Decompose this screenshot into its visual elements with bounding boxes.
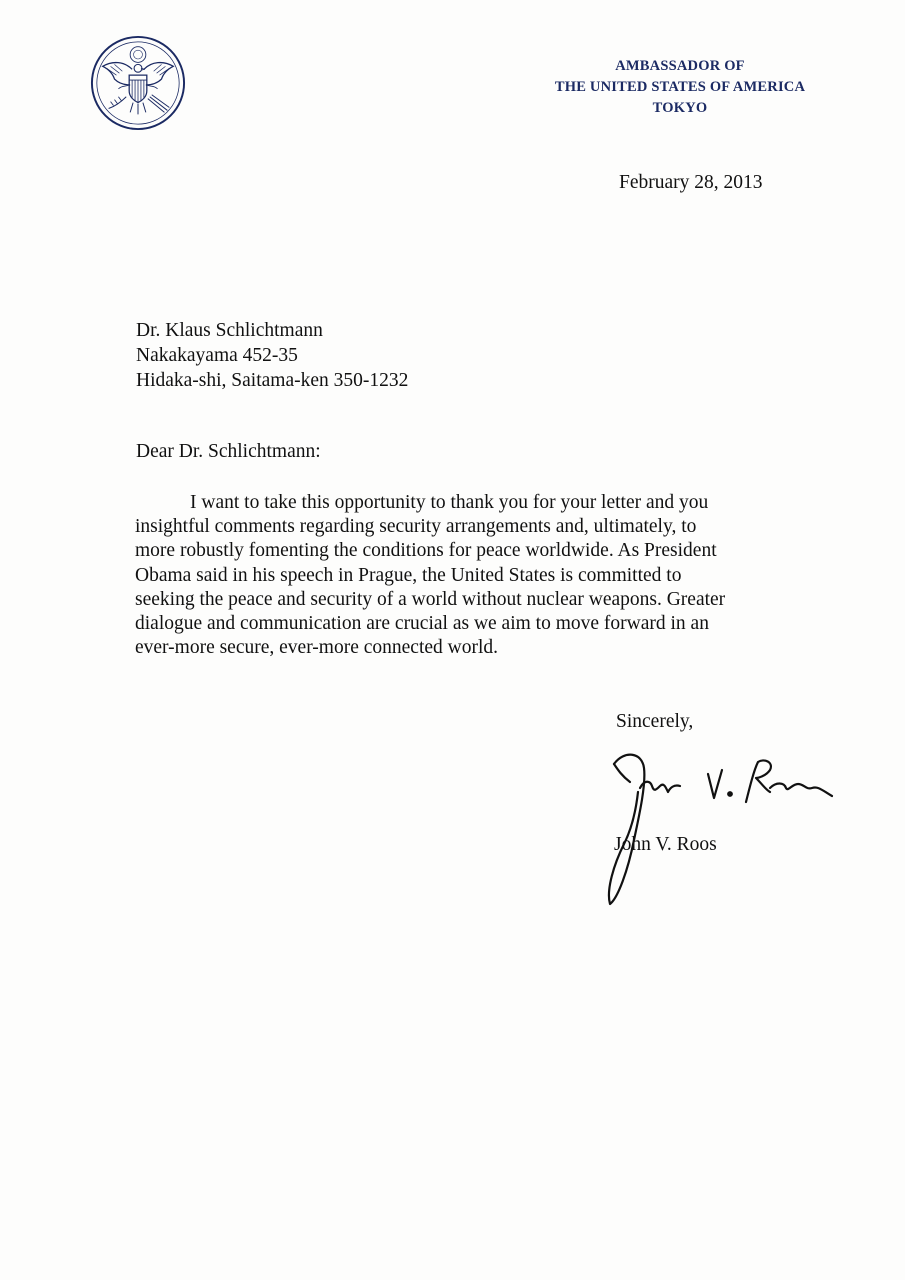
letterhead-city: TOKYO [652,100,708,116]
body-line: insightful comments regarding security arrangements and, ultimately, to [135,516,697,538]
recipient-address [136,318,408,393]
body-line: more robustly fomenting the conditions for peace worldwide. As President [135,540,717,562]
body-line: Obama said in his speech in Prague, the United States is committed to [135,564,682,586]
great-seal-icon [89,34,187,132]
letterhead-title: AMBASSADOR OF [615,58,745,74]
body-line: seeking the peace and security of a world without nuclear weapons. Greater [135,588,726,610]
letterhead-country: THE UNITED STATES OF AMERICA [554,79,806,95]
body-line: ever-more secure, ever-more connected world. [135,637,499,659]
signer-name: John V. Roos [614,834,717,855]
letter-date: February 28, 2013 [619,172,763,193]
recipient-street: Nakakayama 452-35 [136,345,298,366]
letter-body [135,491,800,660]
handwritten-signature-icon [600,740,840,910]
body-line: dialogue and communication are crucial as we aim to move forward in an [135,613,709,635]
body-line: I want to take this opportunity to thank you for your letter and you [190,492,709,513]
recipient-city: Hidaka-shi, Saitama-ken 350-1232 [136,370,409,391]
recipient-name: Dr. Klaus Schlichtmann [136,320,323,341]
salutation: Dear Dr. Schlichtmann: [136,441,321,462]
closing: Sincerely, [616,711,694,732]
letterhead [520,56,840,119]
